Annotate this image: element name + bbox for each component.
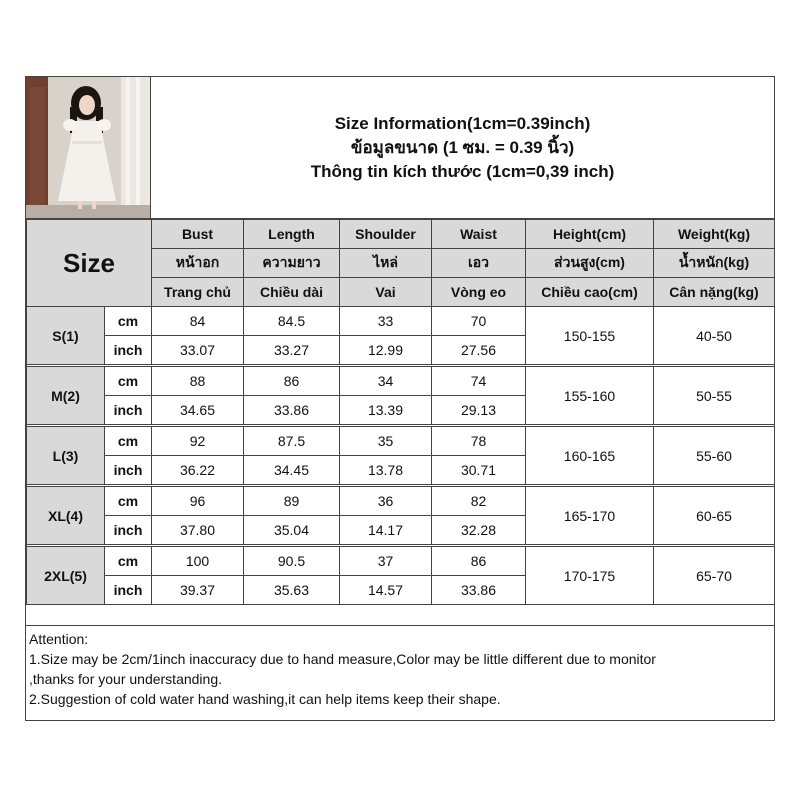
unit-inch: inch <box>105 576 152 605</box>
note-measure: 1.Size may be 2cm/1inch inaccuracy due to hand measure,Color may be little different due to monitor <box>29 651 656 667</box>
title-english: Size Information(1cm=0.39inch) <box>334 113 591 133</box>
table-row <box>27 367 775 396</box>
height-range: 150-155 <box>526 307 654 365</box>
height-range: 155-160 <box>526 367 654 425</box>
waist-inch: 30.71 <box>432 456 526 485</box>
bust-cm: 84 <box>152 307 244 336</box>
length-cm: 86 <box>244 367 340 396</box>
size-label: 2XL(5) <box>27 547 105 605</box>
unit-cm: cm <box>105 547 152 576</box>
note-washing: 2.Suggestion of cold water hand washing,it can help items keep their shape. <box>29 691 501 707</box>
bust-cm: 88 <box>152 367 244 396</box>
col-weight-vi: Cân nặng(kg) <box>654 278 775 307</box>
length-cm: 89 <box>244 487 340 516</box>
weight-range: 50-55 <box>654 367 775 425</box>
header-row-english <box>27 220 775 249</box>
shoulder-inch: 13.78 <box>340 456 432 485</box>
shoulder-cm: 37 <box>340 547 432 576</box>
table-row <box>27 427 775 456</box>
col-waist-en: Waist <box>432 220 526 249</box>
unit-inch: inch <box>105 516 152 545</box>
waist-inch: 29.13 <box>432 396 526 425</box>
waist-cm: 82 <box>432 487 526 516</box>
unit-inch: inch <box>105 456 152 485</box>
shoulder-cm: 33 <box>340 307 432 336</box>
size-label: L(3) <box>27 427 105 485</box>
waist-cm: 86 <box>432 547 526 576</box>
model-photo-image <box>26 77 151 219</box>
attention-notes <box>26 625 774 720</box>
waist-inch: 33.86 <box>432 576 526 605</box>
bust-inch: 37.80 <box>152 516 244 545</box>
table-row <box>27 307 775 336</box>
waist-cm: 74 <box>432 367 526 396</box>
weight-range: 65-70 <box>654 547 775 605</box>
length-inch: 34.45 <box>244 456 340 485</box>
note-thanks: ,thanks for your understanding. <box>29 671 223 687</box>
height-range: 170-175 <box>526 547 654 605</box>
bust-inch: 33.07 <box>152 336 244 365</box>
title-thai: ข้อมูลขนาด (1 ซม. = 0.39 นิ้ว) <box>350 137 575 157</box>
unit-inch: inch <box>105 396 152 425</box>
col-weight-th: น้ำหนัก(kg) <box>654 249 775 278</box>
col-bust-vi: Trang chủ <box>152 278 244 307</box>
col-length-th: ความยาว <box>244 249 340 278</box>
length-cm: 87.5 <box>244 427 340 456</box>
unit-cm: cm <box>105 427 152 456</box>
col-bust-th: หน้าอก <box>152 249 244 278</box>
title-vietnamese: Thông tin kích thước (1cm=0,39 inch) <box>310 161 615 181</box>
shoulder-inch: 14.57 <box>340 576 432 605</box>
table-row <box>27 487 775 516</box>
size-label: XL(4) <box>27 487 105 545</box>
shoulder-cm: 34 <box>340 367 432 396</box>
unit-cm: cm <box>105 487 152 516</box>
col-bust-en: Bust <box>152 220 244 249</box>
size-chart-sheet <box>25 76 775 721</box>
col-weight-en: Weight(kg) <box>654 220 775 249</box>
shoulder-cm: 35 <box>340 427 432 456</box>
col-waist-th: เอว <box>432 249 526 278</box>
col-shoulder-en: Shoulder <box>340 220 432 249</box>
size-header: Size <box>27 220 152 307</box>
size-table <box>26 219 775 605</box>
col-height-en: Height(cm) <box>526 220 654 249</box>
col-shoulder-vi: Vai <box>340 278 432 307</box>
bust-cm: 92 <box>152 427 244 456</box>
waist-cm: 78 <box>432 427 526 456</box>
size-info-title <box>151 77 774 219</box>
bust-inch: 34.65 <box>152 396 244 425</box>
bust-inch: 39.37 <box>152 576 244 605</box>
height-range: 160-165 <box>526 427 654 485</box>
col-waist-vi: Vòng eo <box>432 278 526 307</box>
col-height-th: ส่วนสูง(cm) <box>526 249 654 278</box>
length-inch: 35.04 <box>244 516 340 545</box>
shoulder-inch: 14.17 <box>340 516 432 545</box>
col-length-vi: Chiều dài <box>244 278 340 307</box>
col-length-en: Length <box>244 220 340 249</box>
weight-range: 40-50 <box>654 307 775 365</box>
length-inch: 35.63 <box>244 576 340 605</box>
height-range: 165-170 <box>526 487 654 545</box>
shoulder-inch: 13.39 <box>340 396 432 425</box>
shoulder-inch: 12.99 <box>340 336 432 365</box>
shoulder-cm: 36 <box>340 487 432 516</box>
size-label: M(2) <box>27 367 105 425</box>
table-row <box>27 547 775 576</box>
waist-cm: 70 <box>432 307 526 336</box>
weight-range: 60-65 <box>654 487 775 545</box>
notes-heading: Attention: <box>29 631 89 647</box>
length-inch: 33.86 <box>244 396 340 425</box>
unit-cm: cm <box>105 307 152 336</box>
waist-inch: 27.56 <box>432 336 526 365</box>
waist-inch: 32.28 <box>432 516 526 545</box>
length-cm: 84.5 <box>244 307 340 336</box>
bust-cm: 96 <box>152 487 244 516</box>
length-cm: 90.5 <box>244 547 340 576</box>
product-photo <box>26 77 151 219</box>
bust-cm: 100 <box>152 547 244 576</box>
col-shoulder-th: ไหล่ <box>340 249 432 278</box>
bust-inch: 36.22 <box>152 456 244 485</box>
size-label: S(1) <box>27 307 105 365</box>
unit-inch: inch <box>105 336 152 365</box>
length-inch: 33.27 <box>244 336 340 365</box>
weight-range: 55-60 <box>654 427 775 485</box>
unit-cm: cm <box>105 367 152 396</box>
col-height-vi: Chiều cao(cm) <box>526 278 654 307</box>
